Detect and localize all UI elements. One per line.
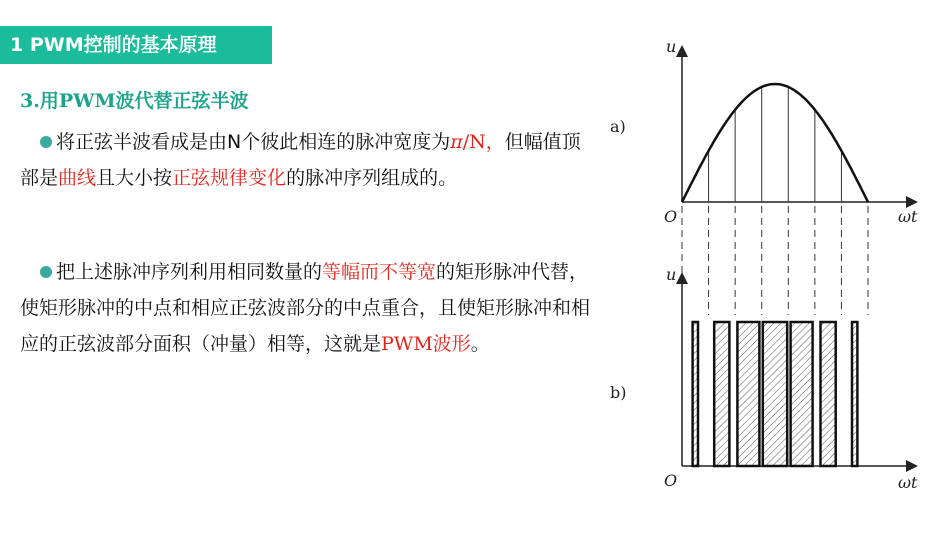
top-caption: a) [610, 117, 626, 136]
sine-curve [682, 84, 868, 202]
p2-highlight-2: PWM波形 [381, 333, 471, 355]
pi-symbol: π [450, 131, 463, 153]
p1-highlight-2: 正弦规律变化 [172, 167, 287, 189]
pwm-pulse [763, 322, 787, 466]
bullet-icon [40, 266, 52, 278]
bottom-y-label: u [666, 265, 677, 284]
paragraph-1 [20, 124, 590, 196]
p1-highlight-1: 曲线 [58, 167, 97, 189]
pwm-pulse [737, 322, 759, 466]
bottom-origin-label: O [664, 471, 678, 490]
section-title: 1 PWM控制的基本原理 [0, 26, 272, 64]
sine-strips [709, 87, 842, 202]
p2-highlight-1: 等幅而不等宽 [322, 261, 437, 283]
p2-text-1: 把上述脉冲序列利用相同数量的 [56, 261, 323, 283]
pwm-pulse [852, 322, 857, 466]
p1-text-2: /N， [462, 131, 505, 153]
p2-text-2: 的矩形脉冲代替，使矩形脉冲的中点和相应正弦波部分的中点重合，且使矩形脉冲和相应的正弦波部分面积（冲量）相等，这就是 [20, 261, 591, 355]
pwm-pulse [791, 322, 813, 466]
subheading: 3.用PWM波代替正弦半波 [20, 90, 249, 112]
pwm-pulse [693, 322, 698, 466]
pwm-diagram [600, 30, 940, 500]
paragraph-2 [20, 254, 590, 362]
bottom-caption: b) [610, 383, 627, 402]
p1-text-4: 且大小按 [96, 167, 173, 189]
bottom-x-label: ωt [898, 473, 918, 492]
p1-text-3: 但幅值顶部是 [20, 131, 581, 189]
pwm-pulse [714, 322, 729, 466]
dashed-guides [682, 206, 868, 315]
p1-text-5: 的脉冲序列组成的。 [286, 167, 458, 189]
p2-text-3: 。 [470, 333, 490, 355]
pwm-pulses [693, 322, 858, 466]
top-origin-label: O [664, 207, 678, 226]
top-y-label: u [666, 37, 677, 56]
pwm-pulse [821, 322, 836, 466]
p1-text-1: 将正弦半波看成是由N个彼此相连的脉冲宽度为 [56, 131, 451, 153]
bullet-icon [40, 136, 52, 148]
top-x-label: ωt [898, 207, 918, 226]
